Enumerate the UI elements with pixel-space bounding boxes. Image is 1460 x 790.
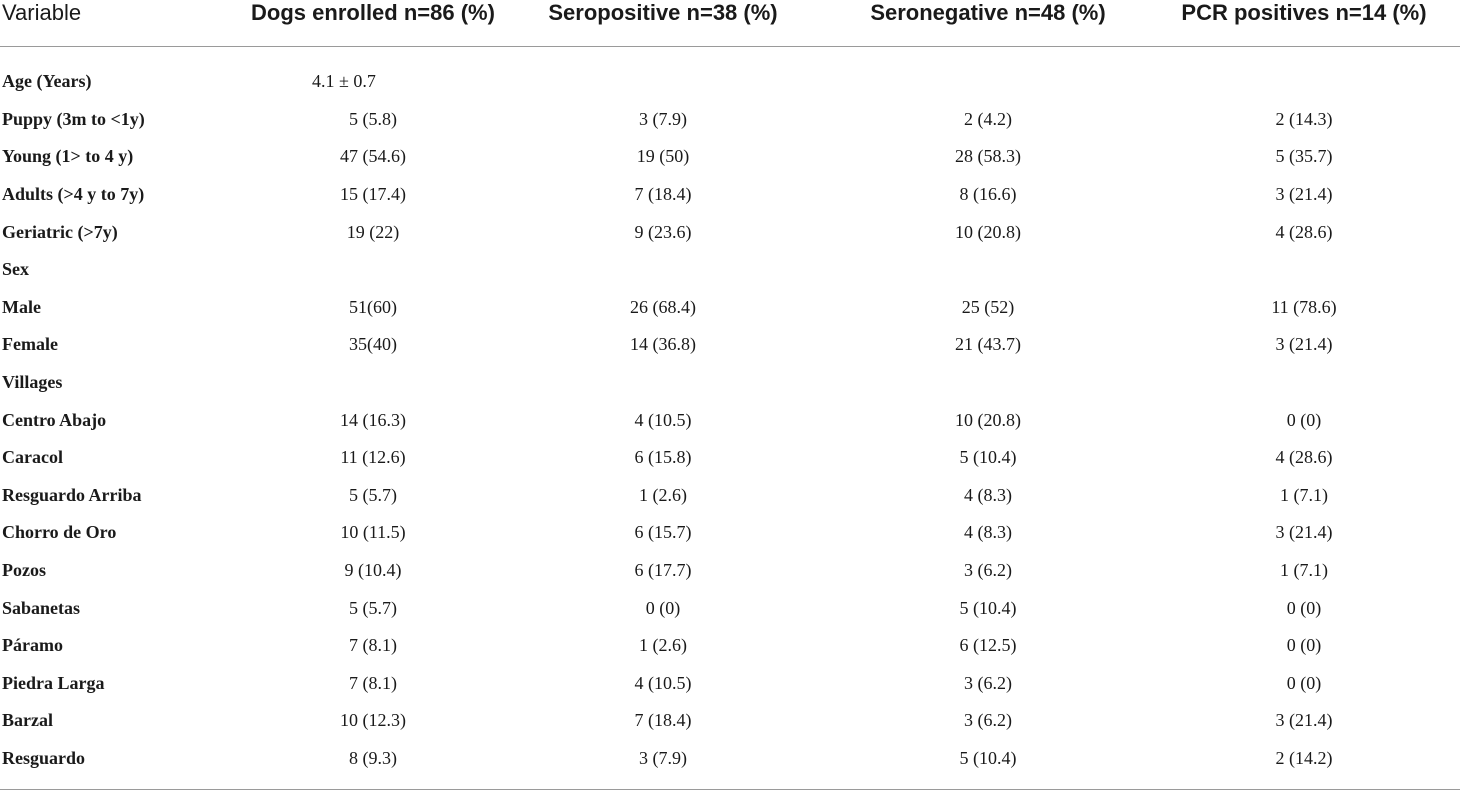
cell-pcr-positives: 2 (14.3) [1275,108,1333,129]
cell-dogs-enrolled: 7 (8.1) [349,672,397,693]
cell-seronegative: 10 (20.8) [955,221,1021,242]
row-label: Resguardo Arriba [2,484,142,505]
table-row [0,589,1460,627]
header-row [0,0,1460,47]
cell-seropositive: 6 (15.7) [634,522,692,543]
cell-pcr-positives [1148,47,1460,101]
cell-seropositive: 3 (7.9) [639,108,687,129]
cell-seropositive: 3 (7.9) [498,740,828,790]
cell-seronegative: 4 (8.3) [964,522,1012,543]
cell-pcr-positives [1148,364,1460,402]
table-row [0,289,1460,327]
cell-dogs-enrolled: 51(60) [349,296,397,317]
cell-seropositive: 4 (10.5) [634,672,692,693]
cell-seropositive: 26 (68.4) [630,296,696,317]
cell-seropositive: 1 (2.6) [639,635,687,656]
table-row [0,138,1460,176]
cell-pcr-positives: 2 (14.2) [1148,740,1460,790]
cell-seronegative: 25 (52) [961,296,1015,317]
row-label: Sabanetas [2,597,81,618]
table-row [0,213,1460,251]
cell-seronegative: 8 (16.6) [959,184,1017,205]
table-row [0,364,1460,402]
table-row [0,101,1460,139]
cell-pcr-positives [1148,251,1460,289]
cell-seronegative: 21 (43.7) [955,334,1021,355]
row-label: Geriatric (>7y) [2,221,118,242]
cell-seropositive [498,251,828,289]
cell-seronegative [828,47,1148,101]
cell-seronegative: 6 (12.5) [959,635,1017,656]
cell-seronegative: 3 (6.2) [964,710,1012,731]
cell-dogs-enrolled [248,251,498,289]
cell-pcr-positives: 0 (0) [1286,597,1322,618]
header-seronegative: Seronegative n=48 (%) [828,0,1148,47]
table-body [0,47,1460,790]
cell-dogs-enrolled: 14 (16.3) [340,409,406,430]
cell-seropositive [498,364,828,402]
table-row [0,176,1460,214]
row-label: Piedra Larga [2,672,105,693]
row-label: Puppy (3m to <1y) [2,108,145,129]
header-dogs-enrolled: Dogs enrolled n=86 (%) [248,0,498,47]
cell-seropositive: 7 (18.4) [634,710,692,731]
row-label: Páramo [2,635,63,656]
cell-seronegative: 4 (8.3) [964,484,1012,505]
cell-seronegative: 28 (58.3) [955,146,1021,167]
cell-seronegative [828,364,1148,402]
cell-pcr-positives: 5 (35.7) [1275,146,1333,167]
table-header [0,0,1460,47]
cell-dogs-enrolled: 47 (54.6) [340,146,406,167]
cell-dogs-enrolled: 5 (5.8) [349,108,397,129]
cell-pcr-positives: 3 (21.4) [1275,184,1333,205]
cell-seropositive: 4 (10.5) [634,409,692,430]
cell-seropositive: 9 (23.6) [634,221,692,242]
row-label: Chorro de Oro [2,522,117,543]
cell-pcr-positives: 3 (21.4) [1275,334,1333,355]
cell-dogs-enrolled: 7 (8.1) [349,635,397,656]
header-seropositive: Seropositive n=38 (%) [498,0,828,47]
cell-dogs-enrolled: 5 (5.7) [349,484,397,505]
row-label: Male [2,296,41,317]
cell-dogs-enrolled: 11 (12.6) [340,447,406,468]
cell-dogs-enrolled: 10 (12.3) [340,710,406,731]
table-row [0,740,1460,790]
row-label: Resguardo [0,740,248,790]
row-label: Barzal [2,710,53,731]
cell-dogs-enrolled: 4.1 ± 0.7 [312,71,376,92]
header-pcr-positives: PCR positives n=14 (%) [1148,0,1460,47]
table-row [0,326,1460,364]
cell-pcr-positives: 1 (7.1) [1280,560,1328,581]
cell-seropositive: 1 (2.6) [639,484,687,505]
table-row [0,401,1460,439]
cell-pcr-positives: 11 (78.6) [1271,296,1337,317]
row-label: Villages [2,372,63,393]
cell-seronegative: 3 (6.2) [964,672,1012,693]
table-row [0,514,1460,552]
table-row [0,552,1460,590]
cell-seronegative: 2 (4.2) [964,108,1012,129]
cell-seronegative: 3 (6.2) [964,560,1012,581]
cell-seropositive [498,47,828,101]
table-row [0,47,1460,101]
cell-pcr-positives: 3 (21.4) [1275,710,1333,731]
row-label: Pozos [2,560,46,581]
table-row [0,702,1460,740]
cell-seropositive: 0 (0) [645,597,681,618]
cell-seropositive: 14 (36.8) [630,334,696,355]
cell-dogs-enrolled [248,364,498,402]
cell-dogs-enrolled: 19 (22) [346,221,400,242]
table-row [0,665,1460,703]
cell-seronegative: 10 (20.8) [955,409,1021,430]
table-row [0,627,1460,665]
row-label: Age (Years) [2,71,92,92]
cell-dogs-enrolled: 8 (9.3) [248,740,498,790]
cell-seronegative [828,251,1148,289]
row-label: Sex [2,259,29,280]
cell-pcr-positives: 0 (0) [1286,672,1322,693]
row-label: Young (1> to 4 y) [2,146,134,167]
table-row [0,477,1460,515]
cell-pcr-positives: 1 (7.1) [1280,484,1328,505]
cell-seropositive: 7 (18.4) [634,184,692,205]
cell-seropositive: 19 (50) [636,146,690,167]
table-row [0,251,1460,289]
cell-seropositive: 6 (17.7) [634,560,692,581]
row-label: Centro Abajo [2,409,107,430]
cell-dogs-enrolled: 9 (10.4) [344,560,402,581]
cell-dogs-enrolled: 5 (5.7) [349,597,397,618]
cell-seronegative: 5 (10.4) [959,597,1017,618]
cell-dogs-enrolled: 35(40) [349,334,397,355]
cell-pcr-positives: 0 (0) [1286,409,1322,430]
cell-seronegative: 5 (10.4) [828,740,1148,790]
cell-pcr-positives: 0 (0) [1286,635,1322,656]
cell-seronegative: 5 (10.4) [959,447,1017,468]
cell-pcr-positives: 3 (21.4) [1275,522,1333,543]
cell-pcr-positives: 4 (28.6) [1275,221,1333,242]
table-row [0,439,1460,477]
row-label: Caracol [2,447,63,468]
row-label: Female [2,334,58,355]
cell-pcr-positives: 4 (28.6) [1275,447,1333,468]
cell-dogs-enrolled: 10 (11.5) [340,522,406,543]
row-label: Adults (>4 y to 7y) [2,184,145,205]
header-variable: Variable [0,0,248,47]
cell-seropositive: 6 (15.8) [634,447,692,468]
cell-dogs-enrolled: 15 (17.4) [340,184,406,205]
